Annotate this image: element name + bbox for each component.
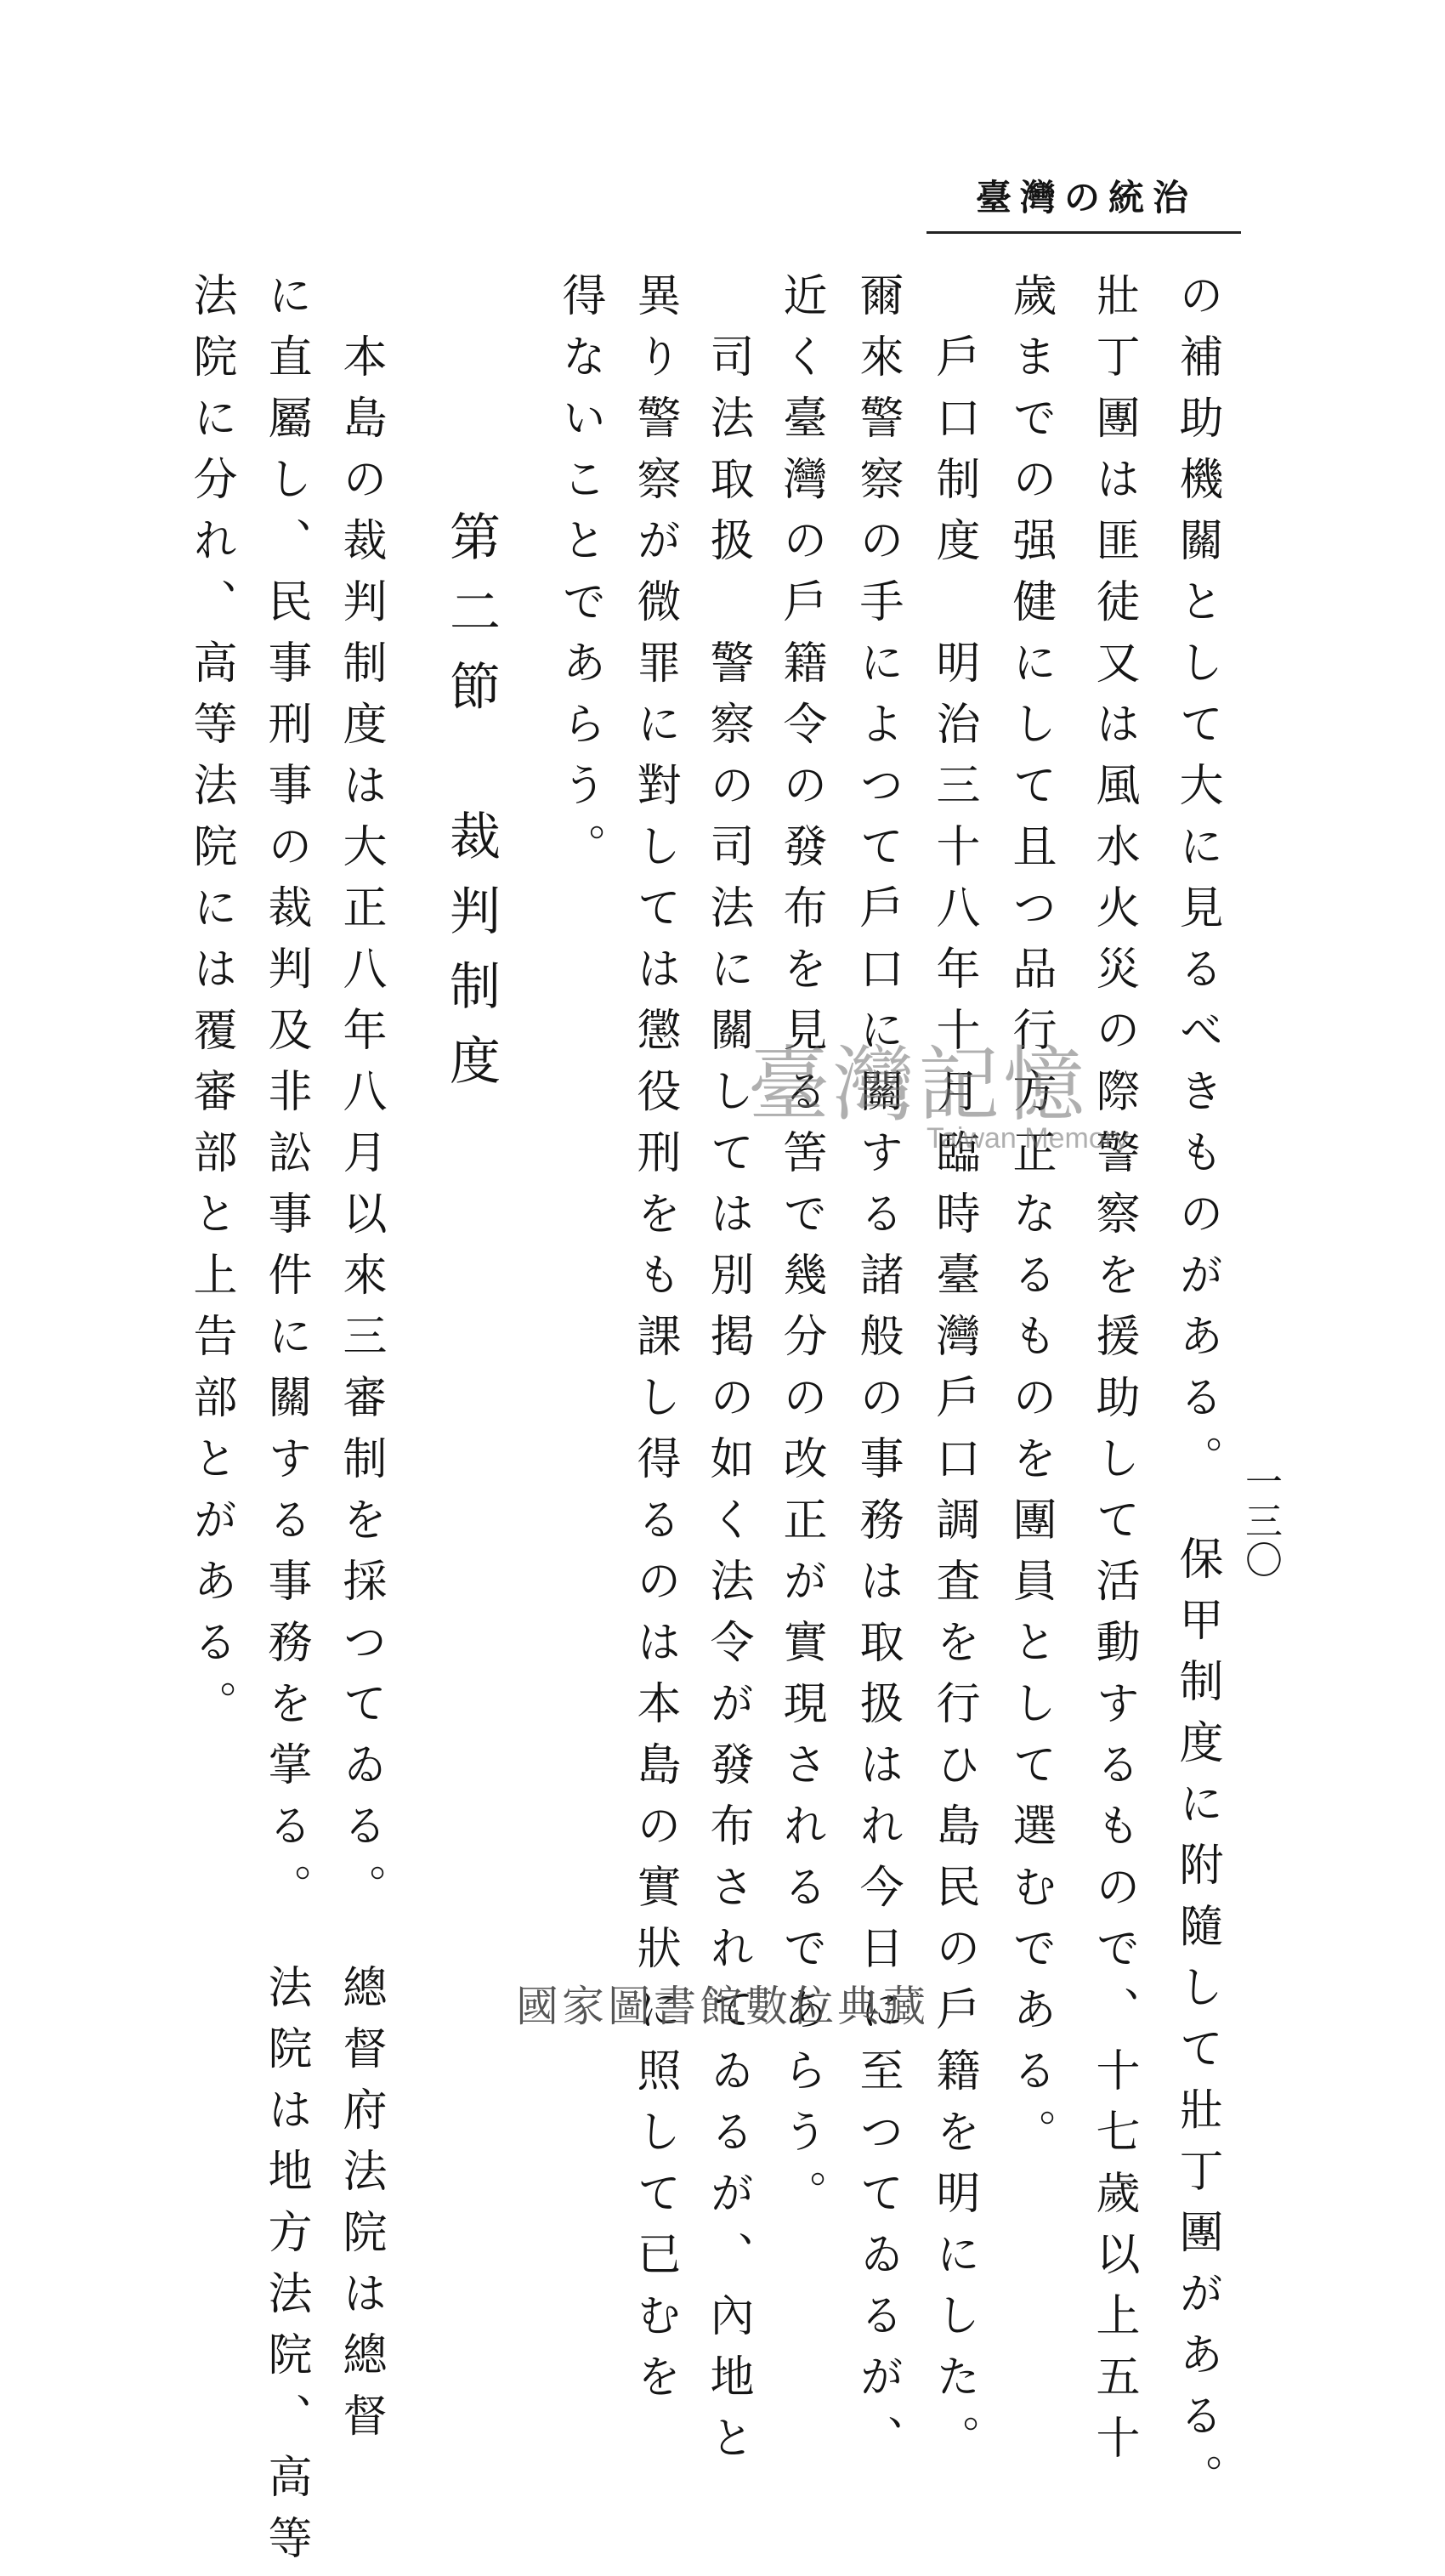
text-column-6: 近く臺灣の戶籍令の發布を見る筈で幾分の改正が實現されるであらう。 <box>775 272 826 2231</box>
page-number: 一三〇 <box>1238 1462 1282 1580</box>
text-column-5: 爾來警察の手によつて戶口に關する諸般の事務は取扱はれ今日に至つてゐるが、 <box>852 272 903 2476</box>
text-column-9: 得ないことであらう。 <box>554 272 605 884</box>
running-header-title: 臺灣の統治 <box>976 177 1198 218</box>
footer-credit: 國家圖書館數位典藏 <box>516 1982 929 2031</box>
text-column-4: 戶口制度 明治三十八年十月臨時臺灣戶口調査を行ひ島民の戶籍を明にした。 <box>928 333 979 2476</box>
text-column-1: の補助機關として大に見るべきものがある。 保甲制度に附隨して壯丁團がある。 <box>1171 272 1222 2515</box>
section-heading: 第二節 裁判制度 <box>441 510 501 1109</box>
text-column-11: に直屬し、民事刑事の裁判及非訟事件に關する事務を掌る。 法院は地方法院、高等 <box>260 272 311 2576</box>
header-rule <box>926 231 1241 234</box>
text-column-7: 司法取扱 警察の司法に關しては別掲の如く法令が發布されてゐるが、內地と <box>702 333 753 2476</box>
watermark-logo-text: 臺灣記憶 <box>748 1037 1088 1132</box>
text-column-12: 法院に分れ、高等法院には覆審部と上告部とがある。 <box>185 272 236 1741</box>
text-column-8: 異り警察が微罪に對しては懲役刑をも課し得るのは本島の實狀に照して已むを <box>629 272 680 2414</box>
watermark-english-text: Taiwan Memory <box>926 1122 1130 1155</box>
text-column-3: 歲までの强健にして且つ品行方正なるものを團員として選むである。 <box>1005 272 1056 2170</box>
text-column-2: 壯丁團は匪徒又は風水火災の際警察を援助して活動するもので、十七歲以上五十 <box>1088 272 1139 2476</box>
text-column-10: 本島の裁判制度は大正八年八月以來三審制を採つてゐる。 總督府法院は總督 <box>335 333 386 2454</box>
